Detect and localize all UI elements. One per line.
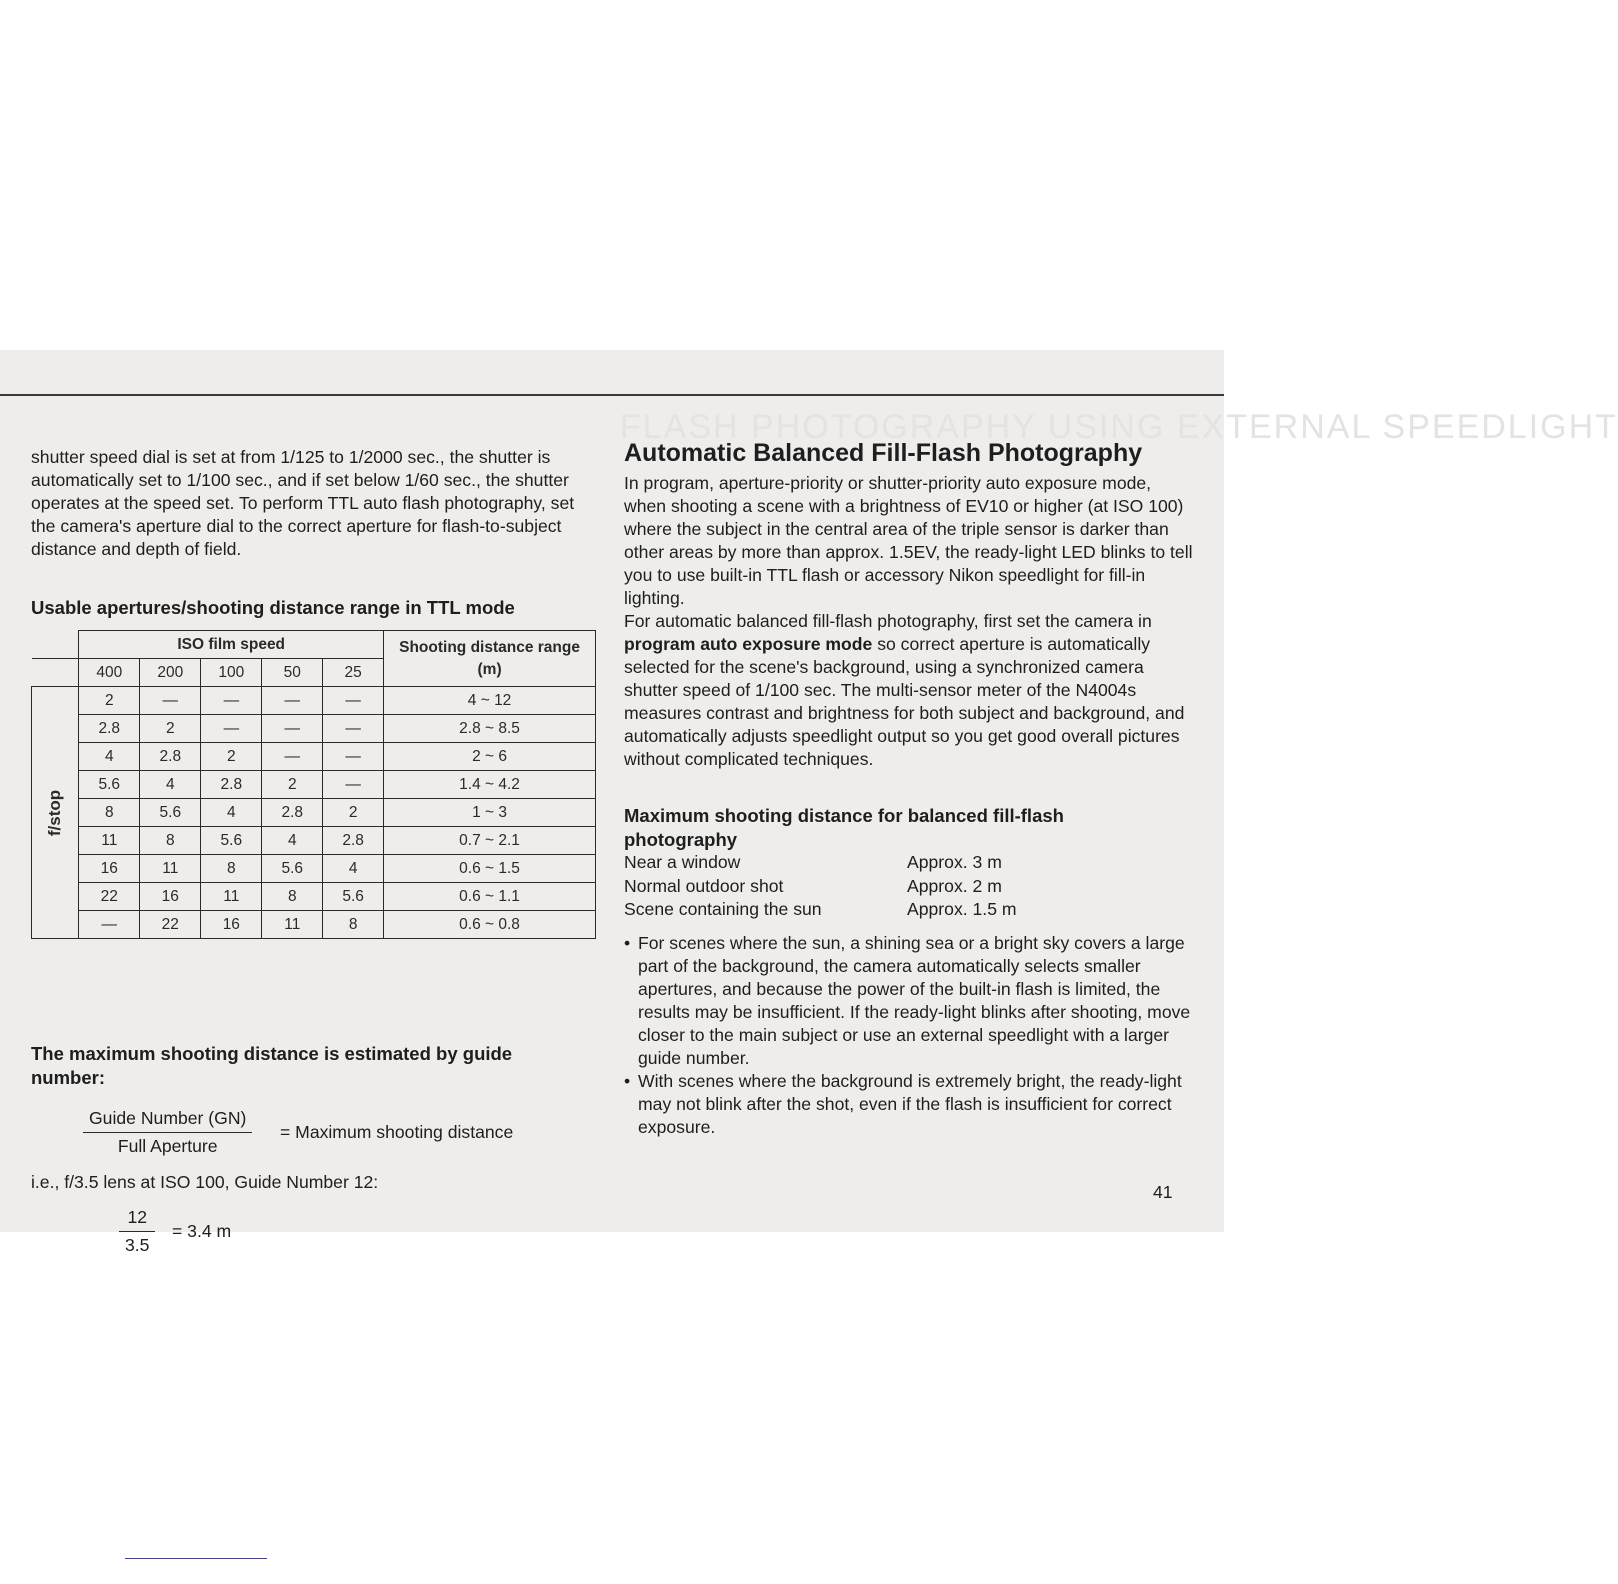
aperture-cell: 2	[79, 687, 140, 715]
aperture-cell: 8	[79, 799, 140, 827]
bleed-through-header: FLASH PHOTOGRAPHY USING EXTERNAL SPEEDLIGHT	[620, 408, 1618, 446]
para2-end: so correct aperture is automatically selected for the scene's background, using a synchronized camera shutter speed of 1/100 sec. The multi-sensor meter of the N4004s measures contrast and brightness for both subject and background, and automatically adjusts speedlight output so you get good overall pictures without complicated techniques.	[624, 634, 1185, 769]
aperture-cell: 8	[262, 883, 323, 911]
aperture-table	[31, 630, 596, 939]
distance-label: Normal outdoor shot	[624, 876, 784, 896]
aperture-cell: 11	[201, 883, 262, 911]
aperture-cell: 11	[79, 827, 140, 855]
aperture-cell: 5.6	[140, 799, 201, 827]
range-cell: 4 ~ 12	[384, 687, 596, 715]
bullet-text: With scenes where the background is extremely bright, the ready-light may not blink after the shot, even if the flash is insufficient for correct exposure.	[638, 1071, 1182, 1137]
program-mode-emphasis: program auto exposure mode	[624, 634, 873, 654]
aperture-cell: 2.8	[262, 799, 323, 827]
aperture-cell: 11	[262, 911, 323, 939]
top-rule	[0, 394, 1224, 396]
aperture-cell: 2.8	[323, 827, 384, 855]
manual-page	[0, 350, 1618, 1255]
example-numerator: 12	[127, 1207, 148, 1227]
aperture-cell: 16	[79, 855, 140, 883]
right-column	[624, 439, 1194, 1137]
range-cell: 2.8 ~ 8.5	[384, 715, 596, 743]
aperture-cell: 2.8	[201, 771, 262, 799]
aperture-cell: 2.8	[79, 715, 140, 743]
aperture-cell: —	[262, 715, 323, 743]
iso-column-header: 400	[79, 659, 140, 687]
guide-formula	[83, 1108, 252, 1157]
range-cell: 1.4 ~ 4.2	[384, 771, 596, 799]
aperture-cell: —	[140, 687, 201, 715]
corner-cell-2	[32, 659, 79, 687]
fill-flash-heading: Automatic Balanced Fill-Flash Photography	[624, 439, 1143, 467]
bullet-dot-icon: •	[624, 933, 631, 953]
formula-numerator: Guide Number (GN)	[89, 1108, 247, 1128]
aperture-cell: 2	[201, 743, 262, 771]
guide-heading: The maximum shooting distance is estimated by guide number:	[31, 1043, 513, 1088]
distance-value: Approx. 1.5 m	[907, 899, 1017, 919]
aperture-cell: —	[323, 771, 384, 799]
range-header-line2: (m)	[477, 660, 502, 678]
aperture-cell: —	[201, 687, 262, 715]
aperture-cell: 4	[140, 771, 201, 799]
iso-column-header: 25	[323, 659, 384, 687]
range-header-line1: Shooting distance range	[399, 638, 580, 656]
aperture-cell: 16	[201, 911, 262, 939]
formula-denominator: Full Aperture	[83, 1132, 252, 1157]
table-body	[32, 687, 596, 939]
bottom-link-underline[interactable]	[125, 1558, 267, 1559]
table-row	[32, 883, 596, 911]
distance-value: Approx. 2 m	[907, 876, 1002, 896]
fstop-label: f/stop	[45, 789, 65, 836]
bullet-text: For scenes where the sun, a shining sea or a bright sky covers a large part of the background, the camera automatically selects smaller apertures, and because the power of the built-in flash is limited, the results may be insufficient. If the ready-light blinks after shooting, move closer to the main subject or use an external speedlight with a larger guide number.	[638, 933, 1191, 1068]
iso-header: ISO film speed	[79, 631, 384, 659]
example-result: = 3.4 m	[172, 1221, 232, 1241]
range-cell: 0.6 ~ 1.5	[384, 855, 596, 883]
aperture-cell: 2	[323, 799, 384, 827]
aperture-cell: 16	[140, 883, 201, 911]
distance-label: Scene containing the sun	[624, 899, 822, 919]
left-column	[31, 446, 596, 1255]
range-cell: 2 ~ 6	[384, 743, 596, 771]
table-row	[32, 799, 596, 827]
iso-column-header: 200	[140, 659, 201, 687]
note-bullet	[624, 932, 1194, 1070]
aperture-cell: 5.6	[79, 771, 140, 799]
iso-column-header: 100	[201, 659, 262, 687]
table-row	[32, 743, 596, 771]
range-cell: 0.7 ~ 2.1	[384, 827, 596, 855]
bullet-dot-icon: •	[624, 1071, 631, 1091]
aperture-cell: 2	[262, 771, 323, 799]
table-row	[32, 687, 596, 715]
para2-start: For automatic balanced fill-flash photography, first set the camera in	[624, 611, 1152, 631]
aperture-cell: —	[323, 743, 384, 771]
aperture-cell: 5.6	[323, 883, 384, 911]
aperture-cell: 11	[140, 855, 201, 883]
aperture-cell: 2	[140, 715, 201, 743]
intro-paragraph: shutter speed dial is set at from 1/125 to 1/2000 sec., the shutter is automatically set to 1/100 sec., and if set below 1/60 sec., the shutter operates at the speed set. To perform TTL auto flash photography, set the camera's aperture dial to the correct aperture for flash-to-subject distance and depth of field.	[31, 447, 575, 559]
aperture-cell: 4	[323, 855, 384, 883]
range-cell: 0.6 ~ 1.1	[384, 883, 596, 911]
table-row	[32, 911, 596, 939]
fstop-side-cell	[32, 687, 79, 939]
page-number: 41	[1153, 1182, 1173, 1202]
table-heading: Usable apertures/shooting distance range in TTL mode	[31, 597, 515, 618]
aperture-cell: 2.8	[140, 743, 201, 771]
table-row	[32, 771, 596, 799]
note-bullet	[624, 1070, 1194, 1139]
aperture-cell: 4	[79, 743, 140, 771]
aperture-cell: 8	[201, 855, 262, 883]
range-header	[384, 631, 596, 687]
max-distance-heading: Maximum shooting distance for balanced fill-flash photography	[624, 805, 1064, 850]
aperture-cell: —	[323, 687, 384, 715]
aperture-cell: 8	[140, 827, 201, 855]
aperture-cell: 4	[201, 799, 262, 827]
fill-flash-paragraph-2	[624, 610, 1194, 771]
fill-flash-paragraph-1: In program, aperture-priority or shutter-priority auto exposure mode, when shooting a scene with a brightness of EV10 or higher (at ISO 100) where the subject in the central area of the triple sensor is darker than other areas by more than approx. 1.5EV, the ready-light LED blinks to tell you to use built-in TTL flash or accessory Nikon speedlight for fill-in lighting.	[624, 473, 1193, 608]
aperture-cell: —	[262, 743, 323, 771]
aperture-cell: 8	[323, 911, 384, 939]
corner-cell	[32, 631, 79, 659]
aperture-cell: 5.6	[262, 855, 323, 883]
table-row	[32, 715, 596, 743]
aperture-cell: —	[79, 911, 140, 939]
range-cell: 1 ~ 3	[384, 799, 596, 827]
example-fraction	[119, 1207, 155, 1256]
table-row	[32, 827, 596, 855]
distance-value: Approx. 3 m	[907, 852, 1002, 872]
distance-label: Near a window	[624, 852, 741, 872]
example-text: i.e., f/3.5 lens at ISO 100, Guide Number 12:	[31, 1172, 379, 1192]
aperture-cell: —	[323, 715, 384, 743]
iso-column-header: 50	[262, 659, 323, 687]
range-cell: 0.6 ~ 0.8	[384, 911, 596, 939]
aperture-cell: —	[201, 715, 262, 743]
aperture-cell: 5.6	[201, 827, 262, 855]
example-denominator: 3.5	[119, 1231, 155, 1256]
aperture-cell: 4	[262, 827, 323, 855]
table-row	[32, 855, 596, 883]
aperture-cell: 22	[79, 883, 140, 911]
formula-result: = Maximum shooting distance	[280, 1122, 514, 1142]
aperture-cell: 22	[140, 911, 201, 939]
aperture-cell: —	[262, 687, 323, 715]
